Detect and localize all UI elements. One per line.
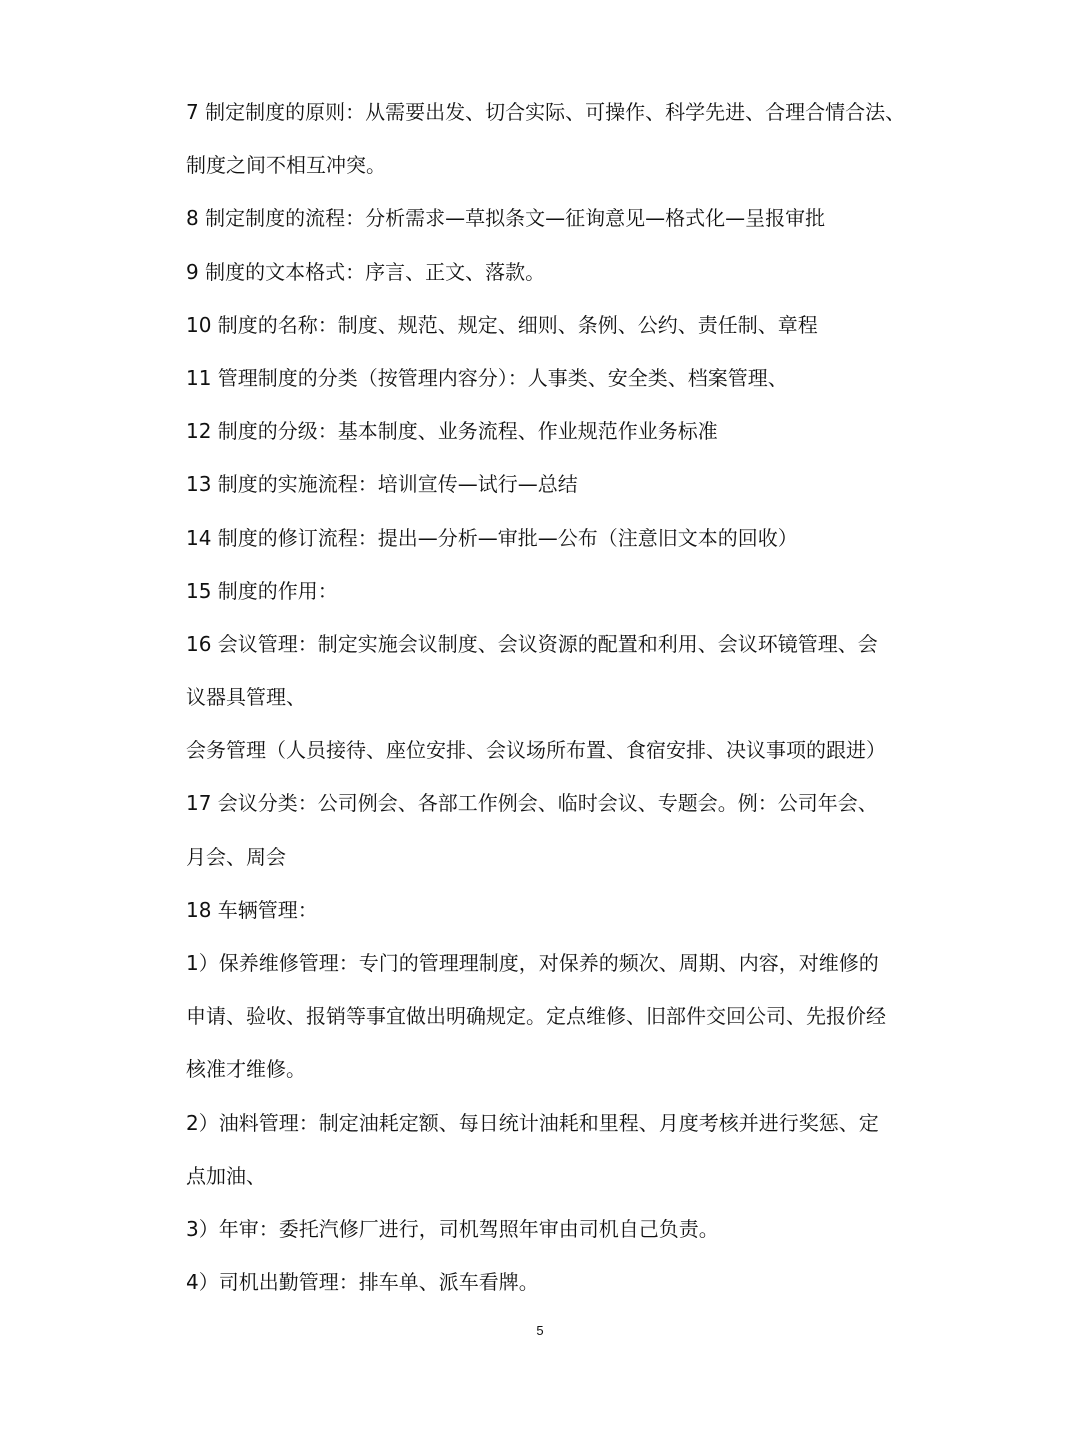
- text-line: 12 制度的分级：基本制度、业务流程、作业规范作业务标准: [186, 419, 718, 444]
- text-line: 16 会议管理：制定实施会议制度、会议资源的配置和利用、会议环镜管理、会: [186, 631, 878, 656]
- text-line: 申请、验收、报销等事宜做出明确规定。定点维修、旧部件交回公司、先报价经: [186, 1004, 886, 1029]
- text-line: 10 制度的名称：制度、规范、规定、细则、条例、公约、责任制、章程: [186, 312, 818, 337]
- text-line: 14 制度的修订流程：提出—分析—审批—公布（注意旧文本的回收）: [186, 525, 798, 550]
- text-line: 7 制定制度的原则：从需要出发、切合实际、可操作、科学先进、合理合情合法、: [186, 100, 906, 124]
- page-number: 5: [536, 1323, 544, 1338]
- text-line: 制度之间不相互冲突。: [186, 153, 386, 178]
- text-line: 议器具管理、: [186, 685, 306, 710]
- document-body: [186, 86, 906, 1309]
- text-line: 3）年审：委托汽修厂进行，司机驾照年审由司机自己负责。: [186, 1216, 719, 1241]
- text-line: 月会、周会: [186, 844, 286, 869]
- text-line: 15 制度的作用：: [186, 578, 338, 603]
- text-line: 8 制定制度的流程：分析需求—草拟条文—征询意见—格式化—呈报审批: [186, 206, 826, 231]
- text-line: 点加油、: [186, 1163, 266, 1188]
- text-line: 2）油料管理：制定油耗定额、每日统计油耗和里程、月度考核并进行奖惩、定: [186, 1110, 879, 1135]
- text-line: 9 制度的文本格式：序言、正文、落款。: [186, 259, 546, 284]
- text-line: 17 会议分类：公司例会、各部工作例会、临时会议、专题会。例：公司年会、: [186, 791, 878, 816]
- text-line: 会务管理（人员接待、座位安排、会议场所布置、食宿安排、决议事项的跟进）: [186, 738, 886, 763]
- text-line: 18 车辆管理：: [186, 897, 318, 922]
- text-line: 13 制度的实施流程：培训宣传—试行—总结: [186, 472, 578, 497]
- text-line: 1）保养维修管理：专门的管理理制度，对保养的频次、周期、内容，对维修的: [186, 951, 879, 975]
- text-line: 4）司机出勤管理：排车单、派车看牌。: [186, 1270, 539, 1295]
- text-line: 11 管理制度的分类（按管理内容分）：人事类、安全类、档案管理、: [186, 365, 788, 390]
- text-line: 核准才维修。: [186, 1057, 306, 1082]
